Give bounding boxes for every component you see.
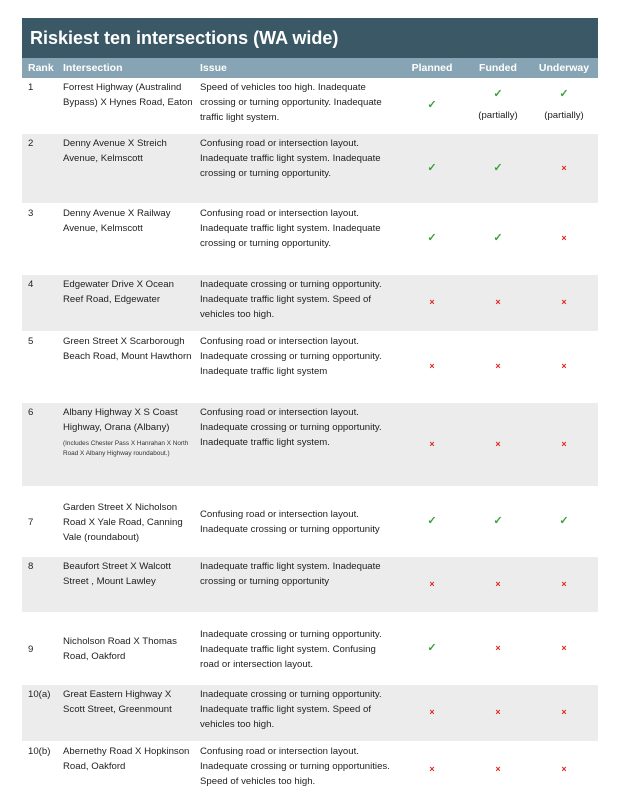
funded-cell — [466, 612, 530, 684]
funded-cell — [466, 741, 530, 798]
issue-cell — [197, 274, 398, 331]
issue-cell — [197, 684, 398, 741]
header-issue: Issue — [197, 58, 398, 78]
planned-cell — [398, 133, 466, 203]
rank-cell — [22, 331, 59, 402]
header-planned: Planned — [398, 58, 466, 78]
intersection-cell — [59, 684, 197, 741]
check-icon: ✓ — [493, 161, 503, 174]
issue-text: Inadequate crossing or turning opportunity. Inadequate traffic light system. Confusing road or intersection layout. — [200, 628, 382, 670]
check-icon: ✓ — [427, 161, 437, 174]
underway-cell — [530, 741, 598, 798]
intersection-name: Forrest Highway (Australind Bypass) X Hynes Road, Eaton — [63, 82, 193, 108]
funded-cell — [466, 78, 530, 133]
table-row — [22, 556, 598, 612]
issue-text: Speed of vehicles too high. Inadequate crossing or turning opportunity. Inadequate traffic light system. — [200, 82, 382, 123]
issue-cell — [197, 486, 398, 556]
table-row — [22, 274, 598, 331]
rank-value: 1 — [28, 82, 34, 93]
cross-icon: × — [561, 642, 567, 653]
rank-cell — [22, 78, 59, 133]
cross-icon: × — [495, 297, 501, 307]
intersection-cell — [59, 203, 197, 274]
table-body — [22, 78, 598, 798]
rank-value: 9 — [28, 643, 34, 655]
funded-cell — [466, 486, 530, 556]
underway-cell — [530, 133, 598, 203]
check-icon: ✓ — [493, 88, 503, 101]
rank-cell — [22, 612, 59, 684]
document — [22, 18, 598, 799]
intersection-name: Abernethy Road X Hopkinson Road, Oakford — [63, 745, 190, 772]
underway-note: (partially) — [544, 110, 584, 122]
cross-icon: × — [561, 233, 567, 243]
planned-cell — [398, 612, 466, 684]
issue-cell — [197, 331, 398, 402]
rank-value: 7 — [28, 516, 34, 528]
intersection-name: Great Eastern Highway X Scott Street, Greenmount — [63, 688, 172, 715]
underway-cell — [530, 331, 598, 402]
intersection-name: Denny Avenue X Streich Avenue, Kelmscott — [63, 137, 167, 164]
funded-cell — [466, 331, 530, 402]
issue-cell — [197, 741, 398, 798]
underway-cell — [530, 274, 598, 331]
cross-icon: × — [495, 764, 501, 774]
planned-cell — [398, 78, 466, 133]
cross-icon: × — [429, 438, 435, 449]
rank-cell — [22, 402, 59, 486]
intersection-cell — [59, 556, 197, 612]
table-row — [22, 78, 598, 133]
table-row — [22, 612, 598, 684]
underway-cell — [530, 556, 598, 612]
intersection-cell — [59, 133, 197, 203]
intersection-cell — [59, 78, 197, 133]
rank-value: 3 — [28, 207, 34, 219]
issue-text: Confusing road or intersection layout. Inadequate crossing or turning opportunity. Inadequate traffic light system. — [200, 406, 382, 448]
intersection-name: Nicholson Road X Thomas Road, Oakford — [63, 636, 177, 662]
planned-cell — [398, 486, 466, 556]
cross-icon: × — [495, 642, 501, 653]
cross-icon: × — [495, 707, 501, 717]
rank-cell — [22, 486, 59, 556]
underway-cell — [530, 203, 598, 274]
issue-text: Confusing road or intersection layout. Inadequate traffic light system. Inadequate crossing or turning opportunity. — [200, 207, 381, 249]
intersection-cell — [59, 274, 197, 331]
table-header-row — [22, 58, 598, 78]
rank-cell — [22, 556, 59, 612]
intersections-table — [22, 58, 598, 799]
planned-cell — [398, 556, 466, 612]
underway-cell — [530, 78, 598, 133]
intersection-name: Beaufort Street X Walcott Street , Mount Lawley — [63, 560, 171, 587]
intersection-name: Garden Street X Nicholson Road X Yale Road, Canning Vale (roundabout) — [63, 501, 183, 543]
rank-value: 4 — [28, 278, 34, 290]
funded-cell — [466, 684, 530, 741]
header-intersection: Intersection — [59, 58, 197, 78]
rank-cell — [22, 203, 59, 274]
issue-text: Inadequate traffic light system. Inadequate crossing or turning opportunity — [200, 560, 381, 587]
table-row — [22, 331, 598, 402]
funded-cell — [466, 203, 530, 274]
check-icon: ✓ — [559, 514, 569, 527]
cross-icon: × — [561, 764, 567, 774]
issue-text: Inadequate crossing or turning opportunity. Inadequate traffic light system. Speed of vehicles too high. — [200, 688, 382, 730]
underway-cell — [530, 402, 598, 486]
check-icon: ✓ — [427, 232, 437, 244]
header-funded: Funded — [466, 58, 530, 78]
planned-cell — [398, 203, 466, 274]
header-underway: Underway — [530, 58, 598, 78]
underway-cell — [530, 486, 598, 556]
issue-cell — [197, 612, 398, 684]
funded-cell — [466, 133, 530, 203]
check-icon: ✓ — [427, 514, 437, 527]
table-row — [22, 684, 598, 741]
check-icon: ✓ — [427, 98, 437, 111]
issue-cell — [197, 402, 398, 486]
cross-icon: × — [429, 361, 435, 371]
intersection-name: Denny Avenue X Railway Avenue, Kelmscott — [63, 207, 171, 234]
issue-text: Confusing road or intersection layout. Inadequate traffic light system. Inadequate crossing or turning opportunity. — [200, 137, 381, 179]
table-row — [22, 133, 598, 203]
cross-icon: × — [561, 297, 567, 307]
rank-value: 10(b) — [28, 745, 51, 757]
check-icon: ✓ — [493, 232, 503, 244]
issue-cell — [197, 556, 398, 612]
table-row — [22, 741, 598, 798]
check-icon: ✓ — [493, 514, 503, 527]
funded-note: (partially) — [478, 110, 518, 122]
underway-cell — [530, 684, 598, 741]
intersection-name: Edgewater Drive X Ocean Reef Road, Edgewater — [63, 278, 174, 305]
rank-value: 8 — [28, 560, 34, 572]
cross-icon: × — [561, 438, 567, 449]
intersection-cell — [59, 402, 197, 486]
cross-icon: × — [561, 578, 567, 589]
intersection-cell — [59, 331, 197, 402]
intersection-cell — [59, 486, 197, 556]
cross-icon: × — [429, 764, 435, 774]
rank-cell — [22, 741, 59, 798]
rank-value: 2 — [28, 137, 34, 149]
issue-text: Confusing road or intersection layout. Inadequate crossing or turning opportunities. Speed of vehicles too high. — [200, 745, 390, 787]
rank-cell — [22, 133, 59, 203]
rank-cell — [22, 684, 59, 741]
cross-icon: × — [429, 578, 435, 589]
table-title — [22, 18, 598, 58]
cross-icon: × — [561, 162, 567, 173]
underway-cell — [530, 612, 598, 684]
intersection-cell — [59, 612, 197, 684]
intersection-cell — [59, 741, 197, 798]
check-icon: ✓ — [559, 88, 569, 101]
cross-icon: × — [429, 297, 435, 307]
rank-value: 5 — [28, 335, 34, 347]
funded-cell — [466, 402, 530, 486]
intersection-note: (Includes Chester Pass X Hanrahan X North Road X Albany Highway roundabout.) — [63, 439, 189, 457]
planned-cell — [398, 741, 466, 798]
planned-cell — [398, 684, 466, 741]
rank-value: 10(a) — [28, 688, 51, 700]
funded-cell — [466, 556, 530, 612]
planned-cell — [398, 331, 466, 402]
issue-text: Confusing road or intersection layout. Inadequate crossing or turning opportunity. Inadequate traffic light system — [200, 335, 382, 377]
table-title-text: Riskiest ten intersections (WA wide) — [30, 27, 339, 48]
cross-icon: × — [495, 361, 501, 371]
table-row — [22, 203, 598, 274]
cross-icon: × — [561, 361, 567, 371]
header-rank: Rank — [22, 58, 59, 78]
table-row — [22, 402, 598, 486]
cross-icon: × — [495, 578, 501, 589]
intersection-name: Green Street X Scarborough Beach Road, Mount Hawthorn — [63, 335, 192, 362]
funded-cell — [466, 274, 530, 331]
cross-icon: × — [495, 438, 501, 449]
issue-cell — [197, 78, 398, 133]
cross-icon: × — [561, 707, 567, 717]
check-icon: ✓ — [427, 641, 437, 654]
intersection-name: Albany Highway X S Coast Highway, Orana (Albany) — [63, 406, 178, 433]
table-row — [22, 486, 598, 556]
issue-cell — [197, 203, 398, 274]
cross-icon: × — [429, 707, 435, 717]
issue-text: Inadequate crossing or turning opportunity. Inadequate traffic light system. Speed of vehicles too high. — [200, 278, 382, 320]
issue-text: Confusing road or intersection layout. Inadequate crossing or turning opportunity — [200, 509, 380, 535]
planned-cell — [398, 402, 466, 486]
rank-cell — [22, 274, 59, 331]
issue-cell — [197, 133, 398, 203]
rank-value: 6 — [28, 406, 34, 418]
planned-cell — [398, 274, 466, 331]
